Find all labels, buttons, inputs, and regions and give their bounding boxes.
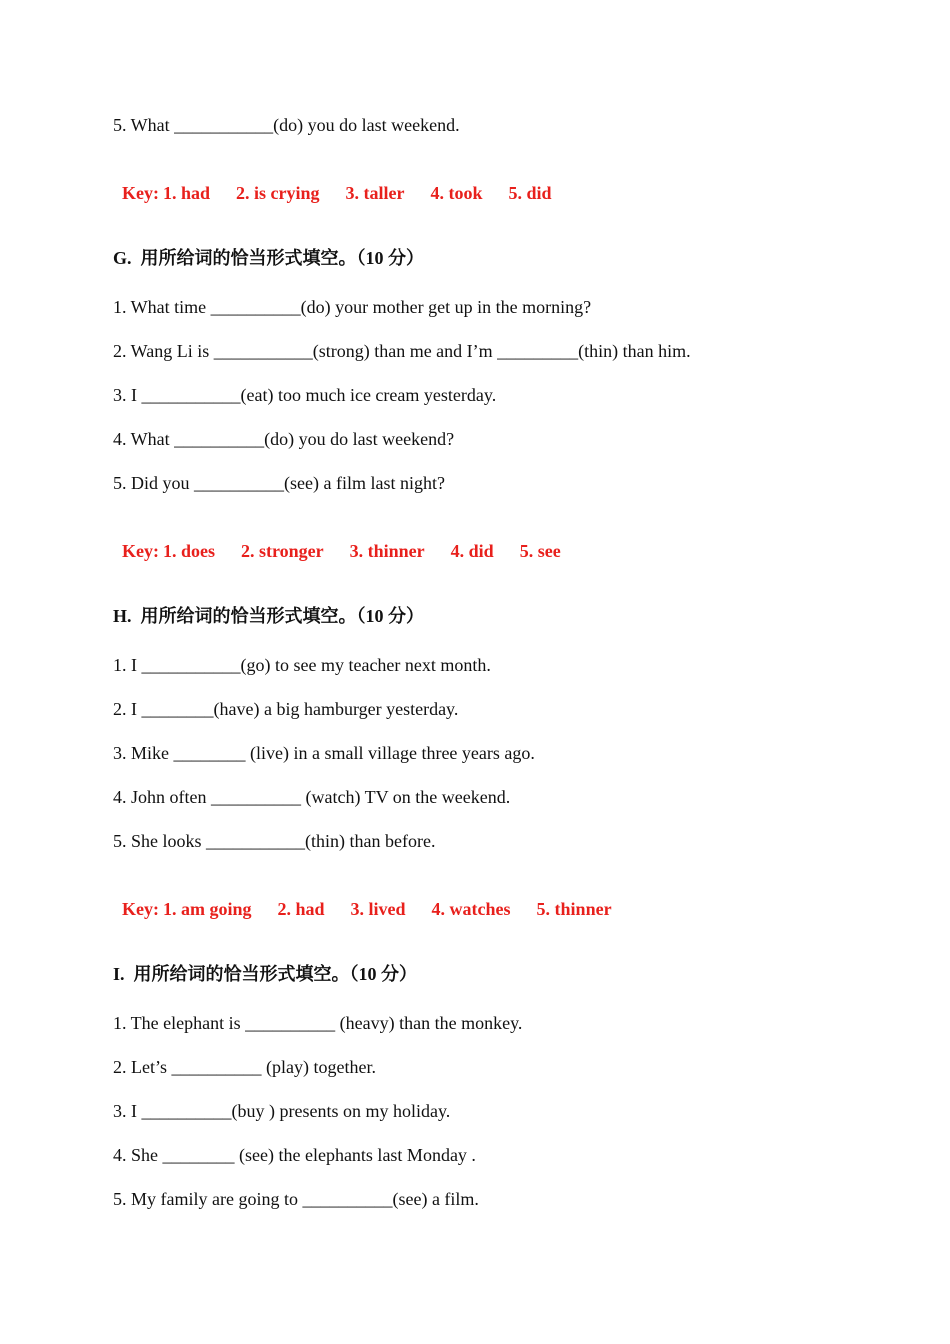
question-g-1: 1. What time __________(do) your mother get up in the morning? — [113, 297, 592, 317]
question-i-4: 4. She ________ (see) the elephants last Monday . — [113, 1145, 476, 1165]
question-g-3: 3. I ___________(eat) too much ice cream yesterday. — [113, 385, 497, 405]
key-answer: 3. lived — [350, 899, 406, 919]
question-top-5: 5. What ___________(do) you do last weekend. — [113, 115, 460, 135]
question-h-4: 4. John often __________ (watch) TV on the weekend. — [113, 787, 511, 807]
key-answer: 1. am going — [162, 899, 252, 919]
section-h-heading: H. 用所给词的恰当形式填空。（10 分） — [113, 606, 424, 626]
key-answer: 4. took — [430, 183, 483, 203]
key-answer: 1. had — [162, 183, 211, 203]
question-i-2: 2. Let’s __________ (play) together. — [113, 1057, 376, 1077]
question-g-2: 2. Wang Li is ___________(strong) than me and I’m _________(thin) than him. — [113, 341, 691, 361]
key-answer: 4. did — [450, 541, 494, 561]
question-h-2: 2. I ________(have) a big hamburger yesterday. — [113, 699, 459, 719]
key-answer: 5. thinner — [536, 899, 612, 919]
key-label: Key: — [122, 183, 159, 203]
question-h-1: 1. I ___________(go) to see my teacher next month. — [113, 655, 491, 675]
key-answer: 2. stronger — [241, 541, 324, 561]
question-h-3: 3. Mike ________ (live) in a small village three years ago. — [113, 743, 535, 763]
question-i-3: 3. I __________(buy ) presents on my holiday. — [113, 1101, 451, 1121]
question-i-1: 1. The elephant is __________ (heavy) than the monkey. — [113, 1013, 523, 1033]
key-answer: 5. did — [508, 183, 552, 203]
answer-key-top — [113, 157, 578, 205]
answer-key-g — [113, 515, 587, 563]
question-g-4: 4. What __________(do) you do last weekend? — [113, 429, 455, 449]
key-answer: 2. had — [277, 899, 325, 919]
key-answer: 3. thinner — [349, 541, 425, 561]
key-answer: 3. taller — [345, 183, 405, 203]
question-g-5: 5. Did you __________(see) a film last night? — [113, 473, 445, 493]
key-answer: 2. is crying — [236, 183, 320, 203]
section-g-heading: G. 用所给词的恰当形式填空。（10 分） — [113, 248, 424, 268]
question-h-5: 5. She looks ___________(thin) than before. — [113, 831, 436, 851]
key-label: Key: — [122, 899, 159, 919]
key-answer: 4. watches — [431, 899, 511, 919]
question-i-5: 5. My family are going to __________(see) a film. — [113, 1189, 479, 1209]
key-answer: 5. see — [519, 541, 561, 561]
answer-key-h — [113, 873, 638, 921]
section-i-heading: I. 用所给词的恰当形式填空。（10 分） — [113, 964, 418, 984]
key-answer: 1. does — [162, 541, 215, 561]
key-label: Key: — [122, 541, 159, 561]
